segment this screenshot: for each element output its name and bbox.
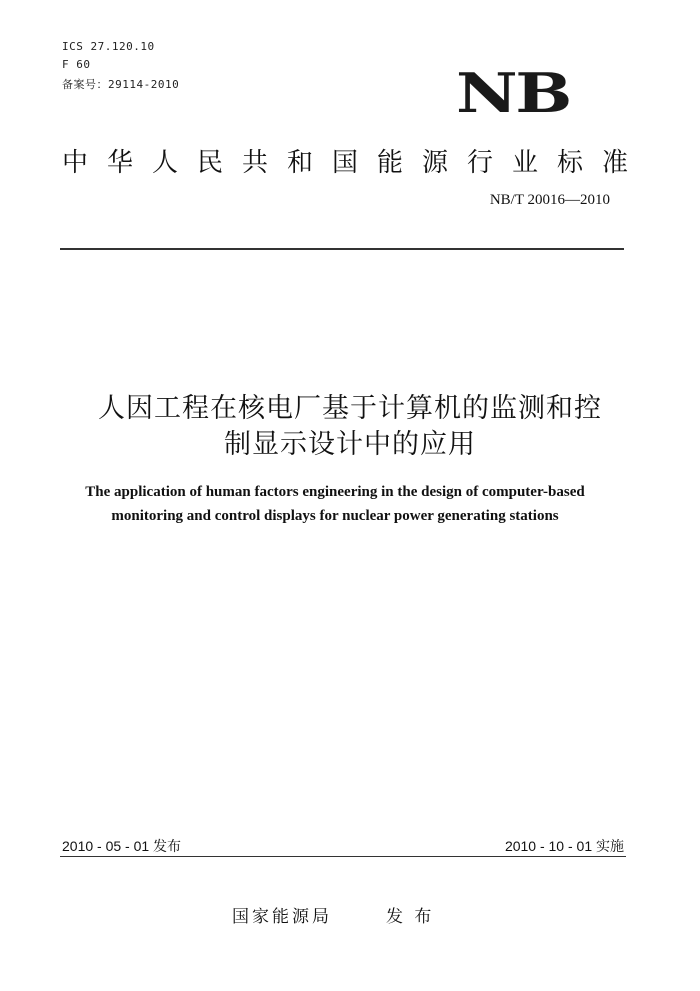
record-number: 备案号：29114-2010 (62, 78, 180, 91)
english-title-line-1: The application of human factors engineering in the design of computer-based (85, 484, 585, 500)
issue-date: 2010 - 05 - 01 发布 (62, 838, 182, 854)
english-title-line-2: monitoring and control displays for nuclear power generating stations (111, 508, 559, 524)
chinese-title-line-2: 制显示设计中的应用 (224, 429, 476, 460)
publish-action: 发 布 (386, 907, 435, 927)
nb-logo: NB (456, 61, 570, 125)
implementation-date: 2010 - 10 - 01 实施 (504, 838, 624, 854)
standard-category-title: 中华人民共和国能源行业标准 (62, 148, 648, 178)
ics-code: ICS 27.120.10 (62, 40, 155, 53)
bottom-divider (60, 856, 626, 857)
top-divider (60, 248, 624, 250)
chinese-title-line-1: 人因工程在核电厂基于计算机的监测和控 (98, 393, 602, 424)
classification-code: F 60 (62, 58, 91, 71)
standard-number: NB/T 20016—2010 (489, 192, 610, 208)
publisher-name: 国家能源局 (232, 907, 332, 927)
